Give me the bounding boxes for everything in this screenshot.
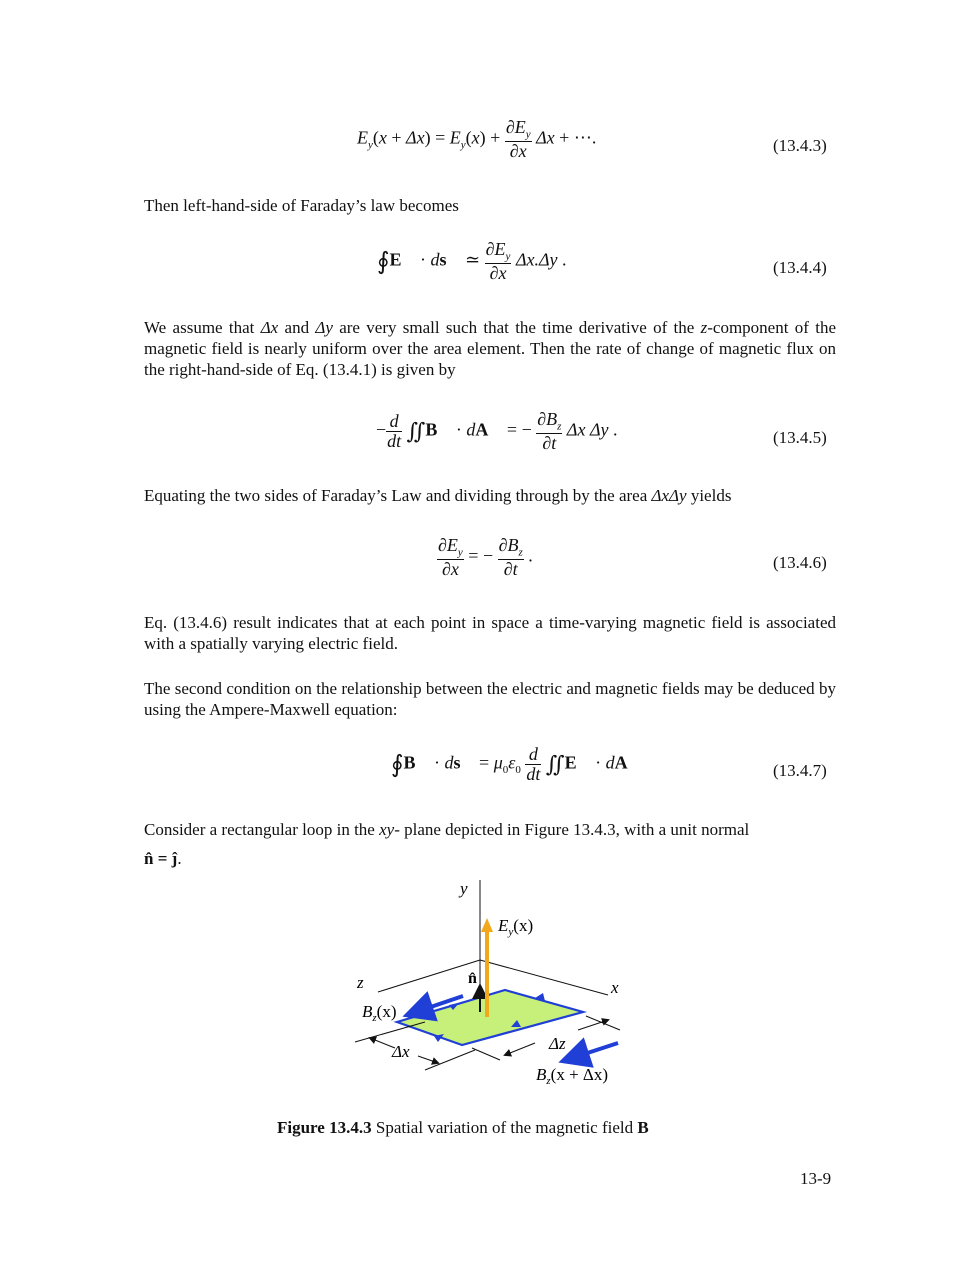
text: -component of the magnetic field is nearly uniform over the area element. Then the rate of change of magnetic flux on the right-hand-side of Eq. (13.4.1) is given by [144,318,836,379]
equation-number: (13.4.6) [773,553,827,572]
equation-number: (13.4.5) [773,428,827,447]
dz-guide-line [586,1016,620,1030]
paragraph [144,317,836,380]
text: Consider a rectangular loop in the [144,820,380,839]
x-axis [480,960,608,995]
dx-guide-line [425,1050,475,1070]
bz-right-letter: B [536,1065,547,1084]
paragraph: The second condition on the relationship between the electric and magnetic fields may be deduced by using the Ampere-Maxwell equation: [144,679,836,719]
text: are very small such that the time derivative of the [332,318,701,337]
symbol: Δx [260,318,279,337]
bz-left-label [362,1002,397,1024]
figure-caption [277,1117,649,1138]
equation-number: (13.4.7) [773,761,827,780]
ey-vector-head [481,918,493,932]
equation-number: (13.4.4) [773,258,827,277]
dz-label: Δz [549,1034,566,1053]
text: . [177,849,182,868]
paragraph: Then left-hand-side of Faraday’s law becomes [144,196,459,215]
figure-loop-diagram [340,872,640,1092]
unit-normal-expression [144,848,182,869]
dz-dimension-arrow [578,1020,608,1030]
text: and [278,318,316,337]
bz-left-subscript: z [372,1012,377,1024]
ey-letter: E [498,916,509,935]
x-axis-label: x [611,978,619,997]
symbol: ΔxΔy [651,486,687,505]
dz-dimension-arrow [505,1043,535,1055]
page-number: 13-9 [800,1169,832,1188]
equation-13-4-3: $E_y(x + \Delta x) = E_y(x)$ + $\frac{\partial E_y}{\partial x}$ Δx + ⋯. [357,117,597,162]
ey-label [497,916,533,938]
text: yields [686,486,732,505]
paragraph: Eq. (13.4.6) result indicates that at each point in space a time-varying magnetic field is associated with a spatially varying electric field. [144,613,836,653]
bz-right-argument: (x + Δx) [550,1065,609,1084]
symbol: z [700,318,708,337]
z-axis-label: z [357,973,364,992]
symbol: n̂ = ĵ [144,849,178,868]
symbol: xy [379,820,395,839]
dx-dimension-arrow [418,1056,438,1063]
text: Equating the two sides of Faraday’s Law and dividing through by the area [144,486,652,505]
caption-symbol: B [637,1118,649,1137]
paragraph [144,485,836,506]
text: We assume that [144,318,261,337]
equation-number: (13.4.3) [773,136,827,155]
text: - plane depicted in Figure 13.4.3, with a unit normal [394,820,750,839]
dz-guide-line [472,1048,500,1060]
bz-left-argument: (x) [376,1002,397,1021]
dx-label: Δx [392,1042,410,1061]
normal-label: n̂ [468,970,477,987]
z-axis [378,960,480,992]
bz-right-subscript: z [546,1075,551,1087]
paragraph [144,819,836,840]
bz-left-letter: B [362,1002,373,1021]
bz-right-vector [566,1043,618,1060]
dx-guide-line [355,1022,425,1042]
equation-13-4-7: ∮B⃗ · ds⃗ = $\mu_0\varepsilon_0$ $\frac{d}{dt}$ ∬E⃗ · dA⃗ [391,744,642,784]
bz-right-label [536,1065,608,1087]
equation-13-4-5: − $\frac{d}{dt}$ ∬B⃗ · dA⃗ = − $\frac{\partial B_z}{\partial t}$ Δx Δy . [376,409,618,454]
caption-label: Figure 13.4.3 [277,1118,372,1137]
y-axis-label: y [460,879,468,898]
caption-text: Spatial variation of the magnetic field [371,1118,638,1137]
symbol: Δy [315,318,333,337]
equation-13-4-4: ∮E⃗ · ds⃗ ≃ $\frac{\partial E_y}{\partial x}$ Δx.Δy . [377,239,567,284]
equation-13-4-6: $\frac{\partial E_y}{\partial x}$ = − $\frac{\partial B_z}{\partial t}$ . [438,535,533,580]
ey-argument: (x) [513,916,534,935]
ey-subscript: y [508,926,514,938]
